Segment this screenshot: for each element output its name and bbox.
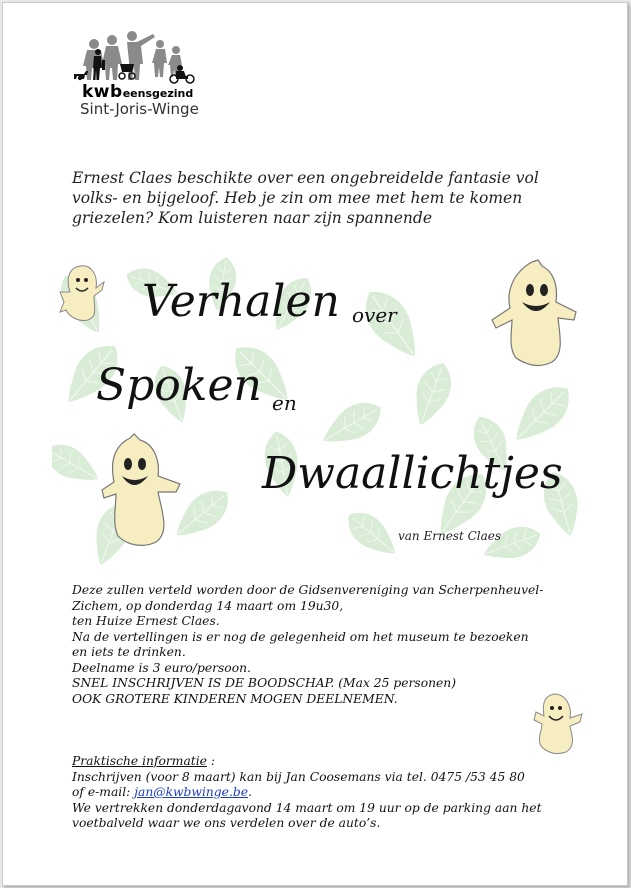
logo-brand: kwb xyxy=(82,82,123,102)
title-word-spoken: Spoken xyxy=(96,360,262,411)
family-silhouette-icon xyxy=(72,30,212,86)
logo-brand-sub: eensgezind xyxy=(122,87,194,100)
email-prefix: of e-mail: xyxy=(72,785,135,799)
details-line: OOK GROTERE KINDEREN MOGEN DEELNEMEN. xyxy=(72,691,398,706)
email-link[interactable]: jan@kwbwinge.be xyxy=(134,785,249,799)
details-line: en iets te drinken. xyxy=(72,645,186,659)
practical-info xyxy=(72,754,607,832)
details-line: Na de vertellingen is er nog de gelegenheid om het museum te bezoeken xyxy=(72,629,529,644)
author-byline: van Ernest Claes xyxy=(398,529,502,543)
title-word-verhalen: Verhalen xyxy=(142,276,340,327)
intro-line: griezelen? Kom luisteren naar zijn spannende xyxy=(72,209,432,227)
details-line: Deelname is 3 euro/persoon. xyxy=(72,660,251,675)
practical-line: Inschrijven (voor 8 maart) kan bij Jan Coosemans via tel. 0475 /53 45 80 xyxy=(72,769,525,784)
title-word-dwaallichtjes: Dwaallichtjes xyxy=(262,448,563,499)
intro-paragraph xyxy=(72,168,597,228)
title-word-over: over xyxy=(352,303,397,327)
ghost-icon xyxy=(58,262,110,324)
event-details xyxy=(72,583,592,707)
intro-line: Ernest Claes beschikte over een ongebreidelde fantasie vol xyxy=(72,169,539,187)
ghost-icon xyxy=(100,432,200,550)
details-line: ten Huize Ernest Claes. xyxy=(72,614,220,628)
kwb-logo xyxy=(72,30,212,125)
logo-wordmark xyxy=(82,82,193,102)
email-suffix: . xyxy=(248,785,252,799)
details-line: Zichem, op donderdag 14 maart om 19u30, xyxy=(72,598,344,613)
title-word-en: en xyxy=(272,391,297,415)
intro-line: volks- en bijgeloof. Heb je zin om mee met hem te komen xyxy=(72,189,523,207)
ghost-icon xyxy=(488,258,584,370)
practical-heading-suffix: : xyxy=(206,754,216,768)
practical-line: voetbalveld waar we ons verdelen over de auto’s. xyxy=(72,816,381,830)
practical-line: We vertrekken donderdagavond 14 maart om 19 uur op de parking aan het xyxy=(72,800,542,815)
details-line: Deze zullen verteld worden door de Gidsenvereniging van Scherpenheuvel- xyxy=(72,583,544,597)
logo-place: Sint-Joris-Winge xyxy=(80,100,199,118)
details-line: SNEL INSCHRIJVEN IS DE BOODSCHAP. (Max 25 personen) xyxy=(72,676,457,690)
practical-heading: Praktische informatie xyxy=(72,754,207,768)
